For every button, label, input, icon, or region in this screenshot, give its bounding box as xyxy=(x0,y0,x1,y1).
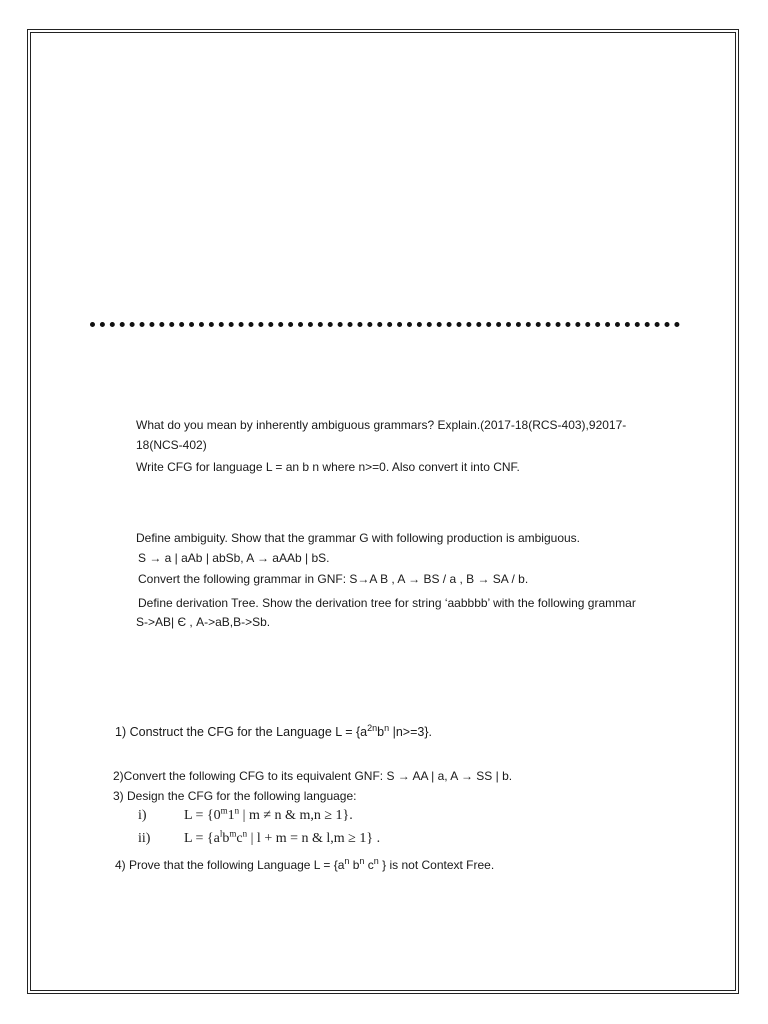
question-convert-gnf: Convert the following grammar in GNF: S→A B , A → BS / a , B → SA / b. xyxy=(138,572,529,586)
question-2-convert-gnf: 2)Convert the following CFG to its equivalent GNF: S → AA | a, A → SS | b. xyxy=(113,769,513,783)
dotted-separator xyxy=(90,322,680,327)
part-ii-exponent-n: n xyxy=(242,828,248,839)
part-i-exponent-n: n xyxy=(234,805,240,816)
part-i-text-3: | m ≠ n & m,n ≥ 1}. xyxy=(239,808,353,823)
q1-text-suffix: |n>=3}. xyxy=(389,725,432,739)
q4-exponent-3: n xyxy=(373,856,379,866)
q1-text-prefix: 1) Construct the CFG for the Language L = {a xyxy=(115,725,368,739)
question-3-design-cfg: 3) Design the CFG for the following language: xyxy=(113,789,357,803)
part-ii-label: ii) xyxy=(138,831,151,846)
question-3-part-i xyxy=(138,805,353,823)
page-border xyxy=(30,32,736,991)
part-ii-text-2: b xyxy=(222,831,230,846)
q1-exponent-n: n xyxy=(384,722,390,733)
question-1-construct-cfg xyxy=(115,722,432,740)
q4-exponent-2: n xyxy=(359,856,365,866)
part-ii-exponent-l: l xyxy=(219,828,223,839)
question-cfg-cnf: Write CFG for language L = an b n where n>=0. Also convert it into CNF. xyxy=(136,460,520,474)
q1-exponent-2n: 2n xyxy=(367,722,378,733)
question-define-ambiguity: Define ambiguity. Show that the grammar G with following production is ambiguous. xyxy=(136,531,580,545)
question-inherently-ambiguous-line1: What do you mean by inherently ambiguous grammars? Explain.(2017-18(RCS-403),92017- xyxy=(136,418,627,432)
question-4-not-context-free xyxy=(115,858,494,873)
q4-text-c: c xyxy=(364,858,374,872)
part-ii-exponent-m: m xyxy=(229,828,237,839)
part-i-text-1: L = {0 xyxy=(184,808,221,823)
q4-text-b: b xyxy=(349,858,360,872)
q1-text-b: b xyxy=(377,725,385,739)
question-derivation-tree-line2: S->AB| Є , A->aB,B->Sb. xyxy=(136,615,271,629)
question-derivation-tree-line1: Define derivation Tree. Show the derivation tree for string ‘aabbbb’ with the following grammar xyxy=(138,596,636,610)
part-ii-text-3: c xyxy=(236,831,243,846)
question-inherently-ambiguous-line2: 18(NCS-402) xyxy=(136,438,207,452)
part-ii-text-4: | l + m = n & l,m ≥ 1} . xyxy=(247,831,381,846)
part-ii-text-1: L = {a xyxy=(184,831,220,846)
q4-text-suffix: } is not Context Free. xyxy=(378,858,495,872)
question-3-part-ii xyxy=(138,828,381,846)
part-i-label: i) xyxy=(138,808,147,823)
q4-text-prefix: 4) Prove that the following Language L = {a xyxy=(115,858,345,872)
question-ambiguity-grammar: S → a | aAb | abSb, A → aAAb | bS. xyxy=(138,551,330,565)
part-i-text-2: 1 xyxy=(227,808,235,823)
part-i-exponent-m: m xyxy=(220,805,228,816)
q4-exponent-1: n xyxy=(344,856,350,866)
